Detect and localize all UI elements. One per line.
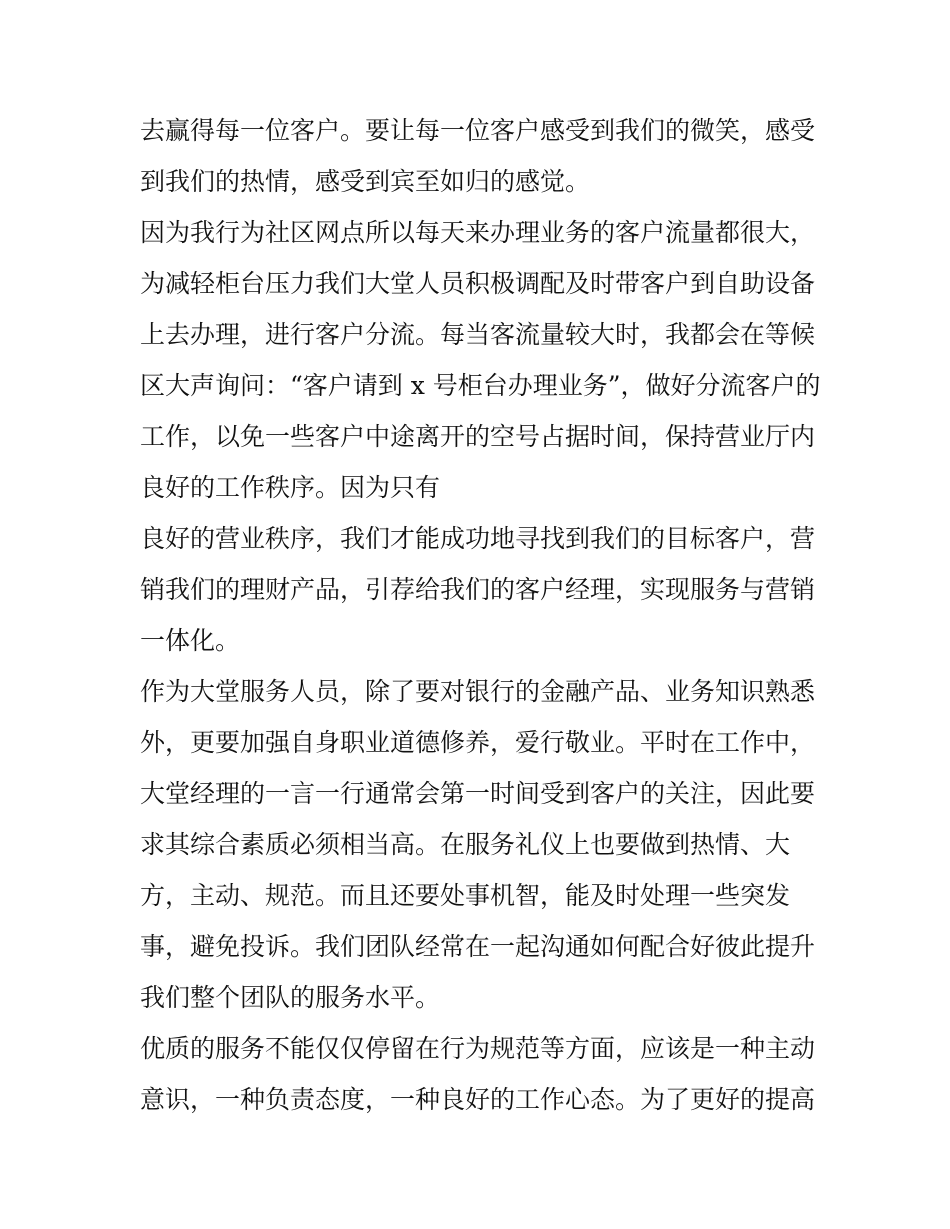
- text-line: 一体化。: [140, 626, 241, 655]
- text-line: 大堂经理的一言一行通常会第一时间受到客户的关注，因此要: [140, 779, 816, 808]
- text-line: 良好的工作秩序。因为只有: [140, 473, 441, 502]
- text-line: 因为我行为社区网点所以每天来办理业务的客户流量都很大，: [140, 218, 816, 247]
- text-line: 方，主动、规范。而且还要处事机智，能及时处理一些突发: [140, 881, 791, 910]
- text-line: 求其综合素质必须相当高。在服务礼仪上也要做到热情、大: [140, 830, 791, 859]
- text-line: 良好的营业秩序，我们才能成功地寻找到我们的目标客户，营: [140, 524, 816, 553]
- text-line: 作为大堂服务人员，除了要对银行的金融产品、业务知识熟悉: [140, 677, 816, 706]
- text-line: 优质的服务不能仅仅停留在行为规范等方面，应该是一种主动: [140, 1034, 816, 1063]
- text-line: 工作，以免一些客户中途离开的空号占据时间，保持营业厅内: [140, 422, 816, 451]
- text-line: 事，避免投诉。我们团队经常在一起沟通如何配合好彼此提升: [140, 932, 816, 961]
- text-line: 到我们的热情，感受到宾至如归的感觉。: [140, 167, 591, 196]
- text-line: 为减轻柜台压力我们大堂人员积极调配及时带客户到自助设备: [140, 269, 816, 298]
- text-line: 区大声询问：“客户请到 x 号柜台办理业务”，做好分流客户的: [140, 371, 821, 400]
- text-line: 意识，一种负责态度，一种良好的工作心态。为了更好的提高: [140, 1085, 816, 1114]
- text-line: 去赢得每一位客户。要让每一位客户感受到我们的微笑，感受: [140, 116, 816, 145]
- body-text: [140, 105, 820, 1125]
- text-line: 我们整个团队的服务水平。: [140, 983, 441, 1012]
- text-line: 外，更要加强自身职业道德修养，爱行敬业。平时在工作中，: [140, 728, 816, 757]
- text-line: 上去办理，进行客户分流。每当客流量较大时，我都会在等候: [140, 320, 816, 349]
- text-line: 销我们的理财产品，引荐给我们的客户经理，实现服务与营销: [140, 575, 816, 604]
